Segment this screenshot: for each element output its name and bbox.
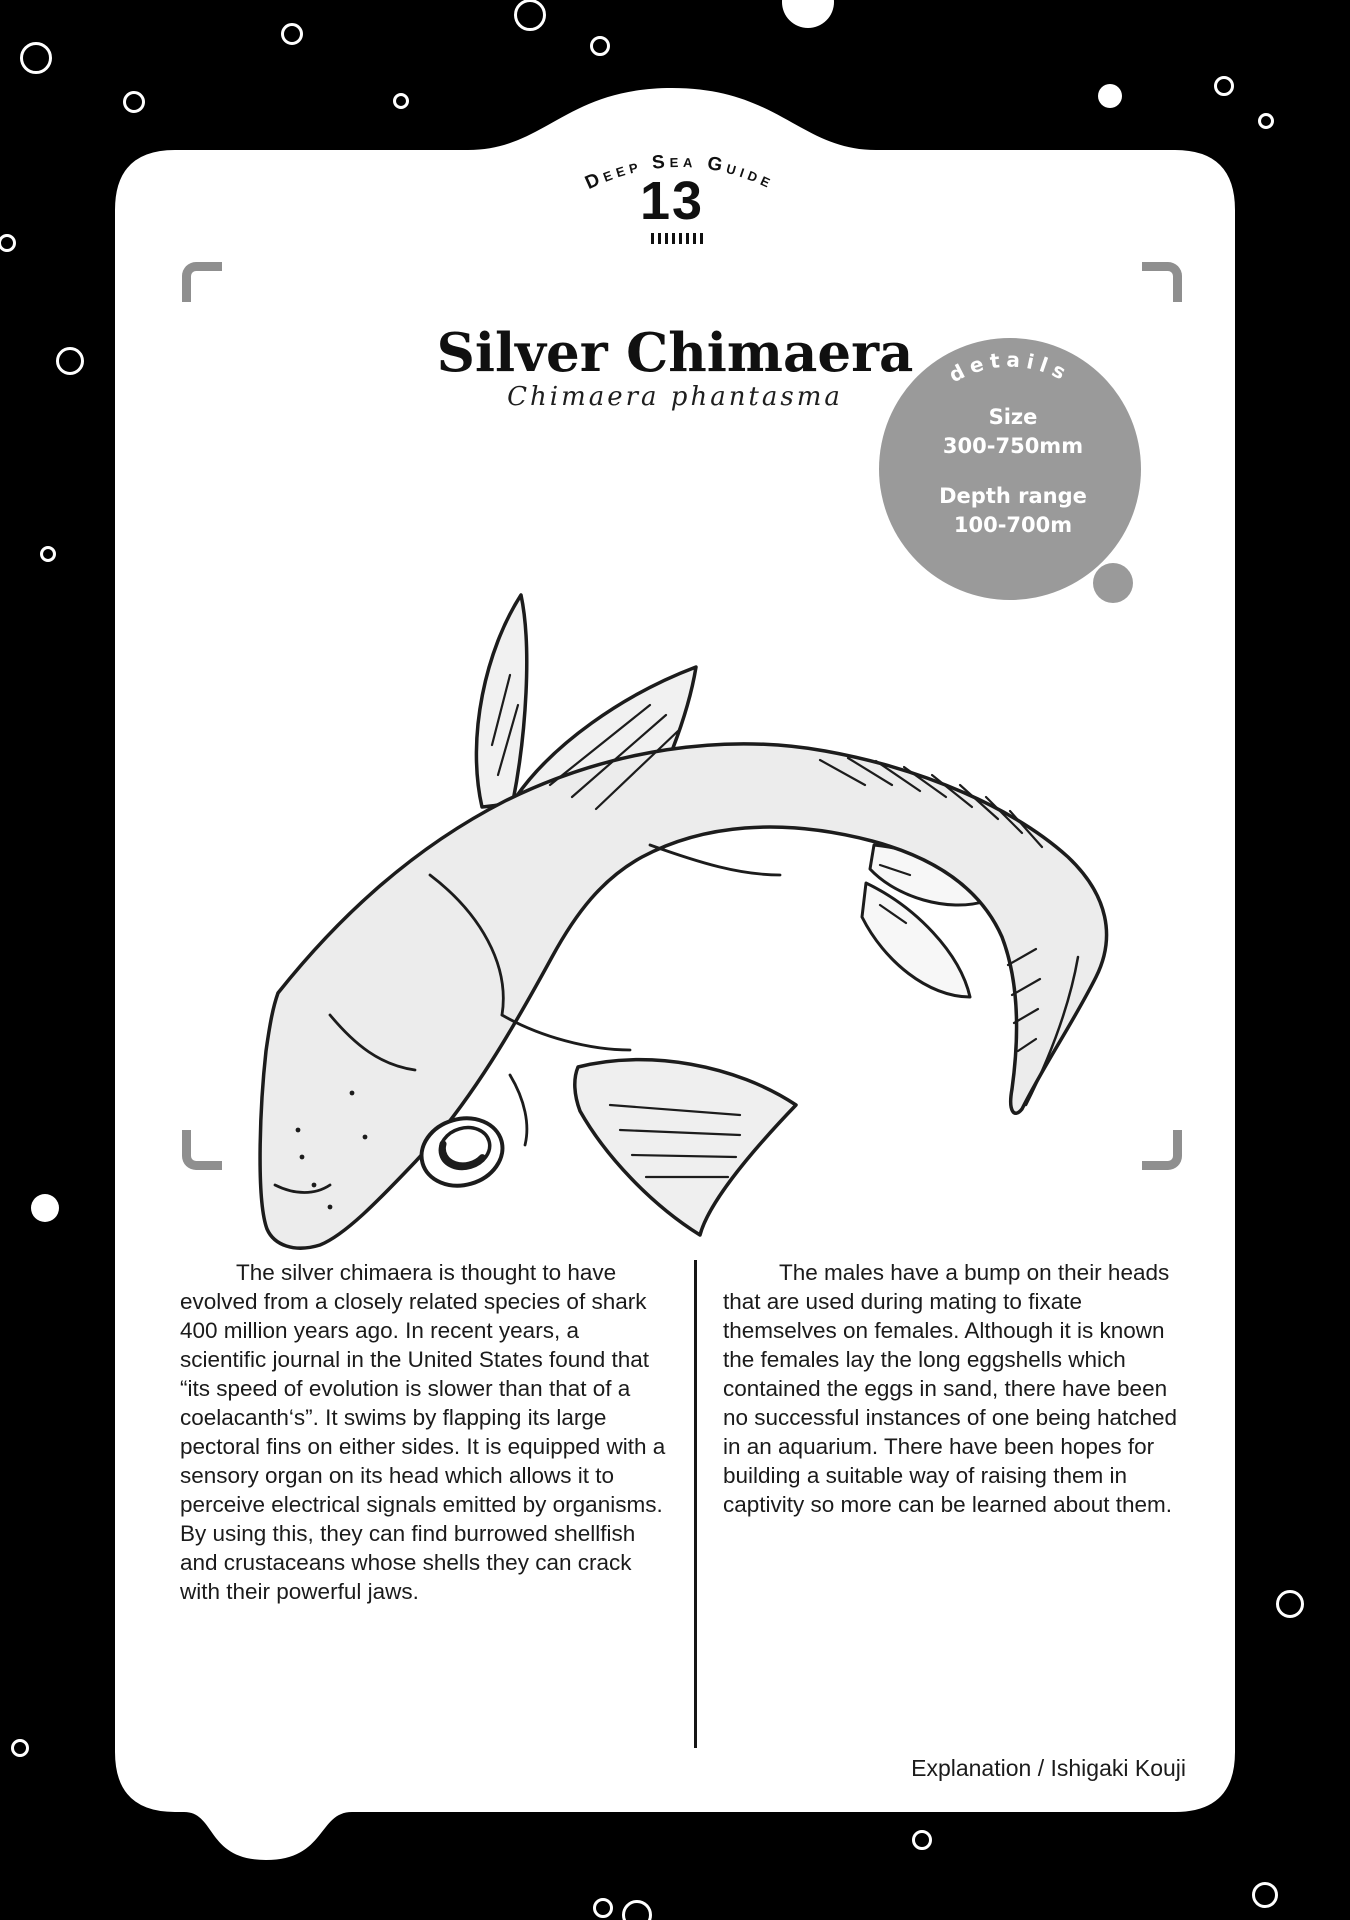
- description-left-column: [180, 1258, 669, 1748]
- description-left-paragraph: The silver chimaera is thought to have evolved from a closely related species of shark 400 million years ago. In recent years, a scientific journal in the United States found that “its speed of evolution is slower than that of a coelacanth‘s”. It swims by flapping its large pectoral fins on either sides. It is equipped with a sensory organ on its head which allows it to perceive electrical signals emitted by organisms. By using this, they can find burrowed shellfish and crustaceans whose shells they can crack with their powerful jaws.: [180, 1260, 666, 1604]
- frame-bracket-top-left: [182, 262, 222, 302]
- guide-label: Deep Sea Guide: [582, 150, 779, 195]
- depth-label: Depth range: [939, 484, 1087, 508]
- bubble-ring: [1276, 1590, 1304, 1618]
- bubble-ring: [912, 1830, 932, 1850]
- size-label: Size: [988, 405, 1038, 429]
- bubble-ring: [622, 1900, 652, 1920]
- credit-line: Explanation / Ishigaki Kouji: [911, 1755, 1186, 1781]
- bubble-ring: [20, 42, 52, 74]
- tick-mark: [651, 233, 654, 244]
- bubble-dot: [782, 0, 834, 28]
- tick-mark: [679, 233, 682, 244]
- size-value: 300-750mm: [942, 434, 1084, 458]
- bubble-ring: [40, 546, 56, 562]
- bubble-ring: [593, 1898, 613, 1918]
- species-title: Silver Chimaera: [436, 321, 914, 384]
- bubble-ring: [514, 0, 546, 31]
- bubble-ring: [123, 91, 145, 113]
- dorsal-spike-fin: [476, 595, 526, 807]
- species-scientific-name: Chimaera phantasma: [507, 382, 843, 412]
- bubble-ring: [393, 93, 409, 109]
- frame-bracket-top-right: [1142, 262, 1182, 302]
- bubble-ring: [590, 36, 610, 56]
- bubble-dot: [1098, 84, 1122, 108]
- tick-mark: [700, 233, 703, 244]
- description-columns: [180, 1258, 1196, 1748]
- column-divider: [694, 1260, 697, 1748]
- tick-mark: [665, 233, 668, 244]
- bubble-ring: [1258, 113, 1274, 129]
- depth-value: 100-700m: [953, 513, 1073, 537]
- details-badge-label: details: [944, 347, 1076, 388]
- tick-mark: [672, 233, 675, 244]
- bubble-ring: [1214, 76, 1234, 96]
- description-right-paragraph: The males have a bump on their heads that are used during mating to fixate themselves on females. Although it is known the females lay the long eggshells which contained the eggs in sand, there have been no successful instances of one being hatched in an aquarium. There have been hopes for building a suitable way of raising them in captivity so more can be learned about them.: [723, 1260, 1178, 1517]
- species-illustration: [180, 545, 1160, 1285]
- bubble-ring: [0, 234, 16, 252]
- pectoral-fin: [575, 1060, 796, 1235]
- bubble-dot: [31, 1194, 59, 1222]
- page-number-ticks: [651, 233, 703, 244]
- tick-mark: [686, 233, 689, 244]
- page-number: 13: [639, 171, 705, 231]
- tick-mark: [693, 233, 696, 244]
- bubble-ring: [1252, 1882, 1278, 1908]
- tick-mark: [658, 233, 661, 244]
- bubble-ring: [56, 347, 84, 375]
- bubble-ring: [11, 1739, 29, 1757]
- description-right-column: [723, 1258, 1196, 1748]
- bubble-ring: [248, 1828, 272, 1852]
- bubble-ring: [281, 23, 303, 45]
